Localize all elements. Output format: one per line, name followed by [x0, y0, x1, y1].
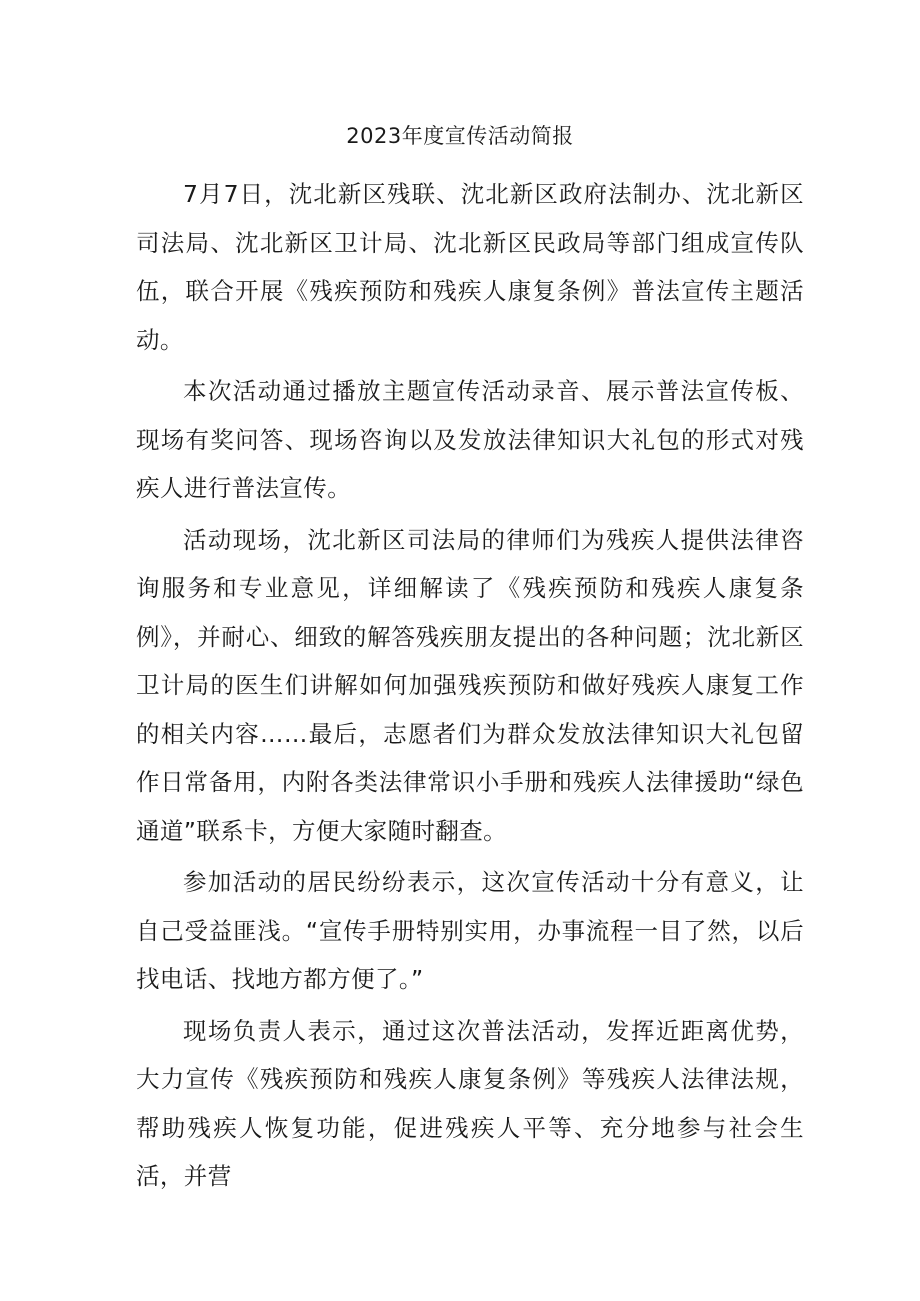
paragraph-3: 活动现场，沈北新区司法局的律师们为残疾人提供法律咨询服务和专业意见，详细解读了《残疾预防和残疾人康复条例》，并耐心、细致的解答残疾朋友提出的各种问题；沈北新区卫计局的医生们讲解如何加强残疾预防和做好残疾人康复工作的相关内容……最后，志愿者们为群众发放法律知识大礼包留作日常备用，内附各类法律常识小手册和残疾人法律援助“绿色通道”联系卡，方便大家随时翻查。 [136, 525, 804, 845]
document-body [136, 170, 804, 1204]
paragraph-4: 参加活动的居民纷纷表示，这次宣传活动十分有意义，让自己受益匪浅。“宣传手册特别实用，办事流程一目了然，以后找电话、找地方都方便了。” [136, 868, 804, 993]
paragraph-2: 本次活动通过播放主题宣传活动录音、展示普法宣传板、现场有奖问答、现场咨询以及发放法律知识大礼包的形式对残疾人进行普法宣传。 [136, 377, 804, 502]
document-title: 2023年度宣传活动简报 [346, 124, 574, 148]
paragraph-5: 现场负责人表示，通过这次普法活动，发挥近距离优势，大力宣传《残疾预防和残疾人康复条例》等残疾人法律法规，帮助残疾人恢复功能，促进残疾人平等、充分地参与社会生活，并营 [136, 1016, 804, 1190]
paragraph-1: 7月7日，沈北新区残联、沈北新区政府法制办、沈北新区司法局、沈北新区卫计局、沈北新区民政局等部门组成宣传队伍，联合开展《残疾预防和残疾人康复条例》普法宣传主题活动。 [136, 180, 804, 354]
